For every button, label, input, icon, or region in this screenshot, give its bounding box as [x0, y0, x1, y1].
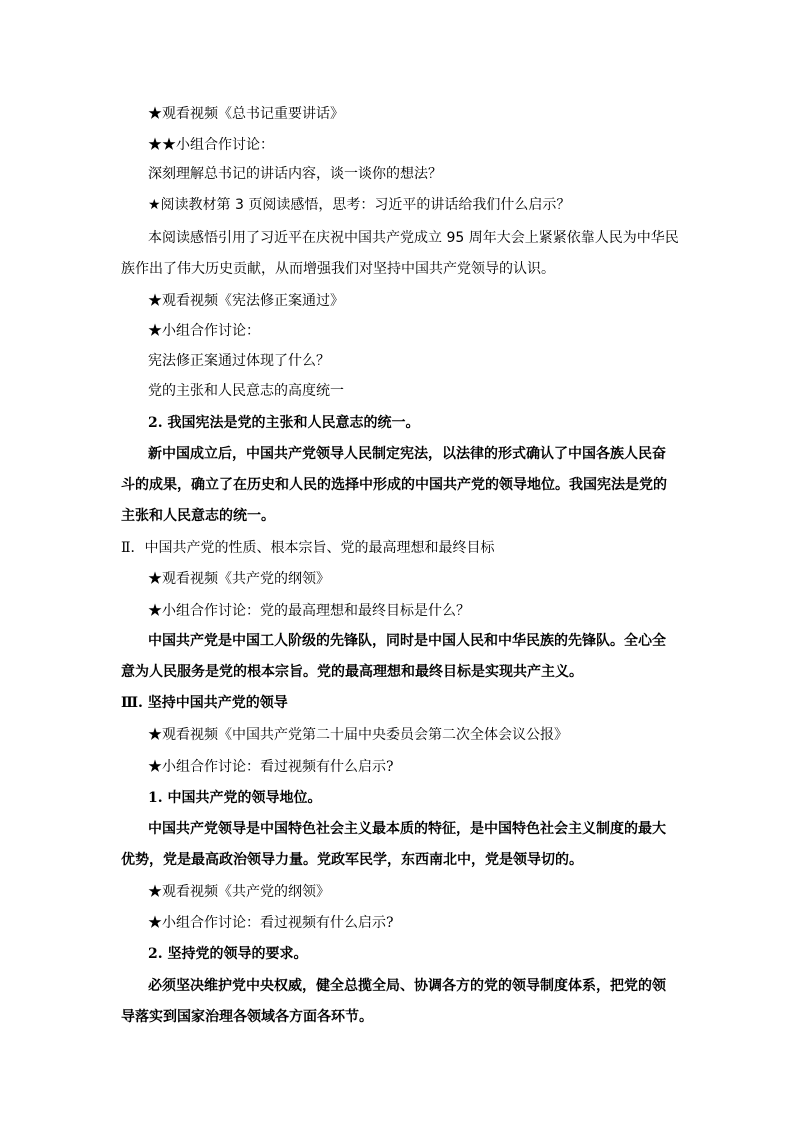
text-line: 中国共产党领导是中国特色社会主义最本质的特征，是中国特色社会主义制度的最大 [148, 821, 666, 837]
text-line: 中国共产党是中国工人阶级的先锋队，同时是中国人民和中华民族的先锋队。全心全 [148, 633, 666, 649]
text-line: ★观看视频《共产党的纲领》 [148, 884, 330, 900]
text-line: 导落实到国家治理各领域各方面各环节。 [121, 1009, 373, 1025]
text-line: ★小组合作讨论：看过视频有什么启示? [148, 759, 394, 775]
text-line: 必须坚决维护党中央权威，健全总揽全局、协调各方的党的领导制度体系，把党的领 [148, 978, 666, 994]
section-heading: Ⅲ. 坚持中国共产党的领导 [121, 695, 288, 711]
text-line: ★小组合作讨论： [148, 323, 260, 339]
text-line: ★小组合作讨论：党的最高理想和最终目标是什么？ [148, 603, 470, 619]
text-line: ★观看视频《总书记重要讲话》 [148, 106, 344, 122]
text-line: 斗的成果，确立了在历史和人民的选择中形成的中国共产党的领导地位。我国宪法是党的 [121, 477, 667, 493]
text-line: 党的主张和人民意志的高度统一 [148, 383, 344, 399]
section-heading: 2. 我国宪法是党的主张和人民意志的统一。 [148, 415, 420, 431]
text-line: 新中国成立后，中国共产党领导人民制定宪法，以法律的形式确认了中国各族人民奋 [148, 446, 666, 462]
text-line: 族作出了伟大历史贡献，从而增强我们对坚持中国共产党领导的认识。 [121, 261, 555, 277]
text-line: 优势，党是最高政治领导力量。党政军民学，东西南北中，党是领导切的。 [121, 852, 583, 868]
text-line: 本阅读感悟引用了习近平在庆祝中国共产党成立 95 周年大会上紧紧依靠人民为中华民 [148, 230, 679, 246]
text-line: 深刻理解总书记的讲话内容，谈一谈你的想法？ [148, 166, 442, 182]
text-line: ★观看视频《宪法修正案通过》 [148, 293, 344, 309]
text-line: 主张和人民意志的统一。 [121, 508, 275, 524]
text-line: ★观看视频《中国共产党第二十届中央委员会第二次全体会议公报》 [148, 727, 568, 743]
section-heading: Ⅱ．中国共产党的性质、根本宗旨、党的最高理想和最终目标 [121, 540, 495, 556]
text-line: ★★小组合作讨论： [148, 137, 274, 153]
section-heading: 1. 中国共产党的领导地位。 [148, 790, 322, 806]
text-line: ★小组合作讨论：看过视频有什么启示? [148, 915, 394, 931]
text-line: 意为人民服务是党的根本宗旨。党的最高理想和最终目标是实现共产主义。 [121, 664, 583, 680]
text-line: ★观看视频《共产党的纲领》 [148, 571, 330, 587]
text-line: ★阅读教材第 3 页阅读感悟，思考：习近平的讲话给我们什么启示？ [148, 197, 571, 213]
section-heading: 2. 坚持党的领导的要求。 [148, 946, 308, 962]
text-line: 宪法修正案通过体现了什么？ [148, 353, 330, 369]
